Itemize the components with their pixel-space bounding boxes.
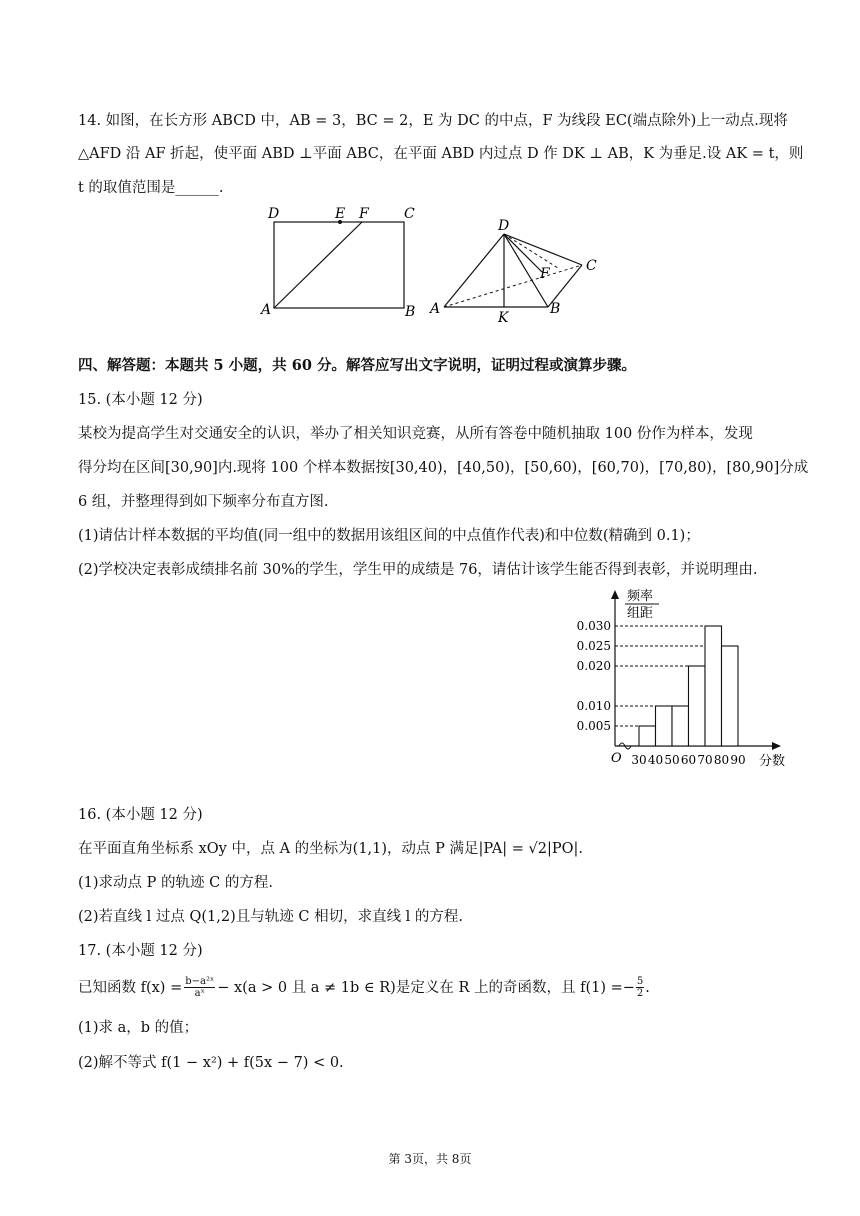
label-b2: B [550, 301, 561, 317]
page-footer: 第 3页，共 8页 [388, 1152, 472, 1166]
q15-line-2: 得分均在区间[30,90]内.现将 100 个样本数据按[30,40)，[40,50)，[50,60)，[60,70)，[70,80)，[80,90]分成 [78, 460, 809, 476]
q16-line-1: 在平面直角坐标系 xOy 中，点 A 的坐标为(1,1)，动点 P 满足|PA| = √2|PO|. [78, 841, 584, 857]
segment-af [274, 222, 362, 308]
label-e: E [335, 206, 346, 222]
ytick-label-0: 0.030 [576, 619, 611, 633]
ytick-label-4: 0.005 [576, 719, 611, 733]
segment-ac-dashed [444, 265, 582, 307]
segment-dc [504, 234, 582, 265]
segment-dashed-inner [504, 234, 558, 268]
histogram-bar-3 [689, 666, 706, 746]
label-d2: D [498, 218, 510, 234]
q16-part-1: (1)求动点 P 的轨迹 C 的方程. [78, 875, 273, 891]
segment-ad [444, 234, 504, 307]
ytick-label-3: 0.010 [576, 699, 611, 713]
histogram-bar-1 [656, 706, 673, 746]
q17-part-2: (2)解不等式 f(1 − x²) + f(5x − 7) < 0. [78, 1055, 344, 1071]
q17-fraction-2-numerator: 5 [636, 976, 644, 987]
q15-line-1: 某校为提高学生对交通安全的认识，举办了相关知识竞赛，从所有答卷中随机抽取 100 份作为样本，发现 [78, 426, 753, 442]
histogram-bar-4 [705, 626, 722, 746]
frequency-histogram [575, 588, 805, 778]
q15-part-2: (2)学校决定表彰成绩排名前 30%的学生，学生甲的成绩是 76，请估计该学生能否得到表彰，并说明理由. [78, 562, 758, 578]
label-c2: C [586, 258, 597, 274]
q16-header: 16. (本小题 12 分) [78, 807, 203, 823]
xlabel: 分数 [759, 754, 786, 769]
q14-line-2: △AFD 沿 AF 折起，使平面 ABD ⊥平面 ABC，在平面 ABD 内过点 D 作 DK ⊥ AB，K 为垂足.设 AK = t，则 [78, 146, 804, 162]
figure-rectangle [258, 202, 428, 327]
q14-line-1: 14. 如图，在长方形 ABCD 中，AB = 3，BC = 2，E 为 DC 的中点，F 为线段 EC(端点除外)上一动点.现将 [78, 113, 788, 129]
y-axis-arrow [611, 590, 619, 599]
q15-header: 15. (本小题 12 分) [78, 392, 203, 408]
q17-header: 17. (本小题 12 分) [78, 943, 203, 959]
xtick-label-0: 30 [631, 753, 647, 767]
xtick-label-1: 40 [647, 753, 664, 767]
q17-part-1: (1)求 a，b 的值； [78, 1020, 199, 1036]
label-d: D [268, 206, 280, 222]
q17-fraction [184, 976, 215, 999]
xtick-label-2: 50 [664, 753, 680, 767]
label-f2: F [540, 266, 550, 282]
q17-line-1 [78, 976, 650, 999]
xtick-label-5: 80 [713, 753, 730, 767]
x-axis-arrow [772, 742, 781, 750]
label-c: C [404, 206, 415, 222]
ylabel-bottom: 组距 [627, 606, 654, 621]
q15-line-3: 6 组，并整理得到如下频率分布直方图. [78, 494, 329, 510]
ytick-label-2: 0.020 [576, 659, 611, 673]
histogram-bar-0 [639, 726, 656, 746]
label-a: A [261, 302, 272, 318]
q17-fraction-2-denominator: 2 [636, 988, 644, 999]
q14-line-3: t 的取值范围是______. [78, 180, 224, 196]
xtick-label-3: 60 [680, 753, 697, 767]
label-f: F [359, 206, 369, 222]
q15-part-1: (1)请估计样本数据的平均值(同一组中的数据用该组区间的中点值作代表)和中位数(精确到 0.1)； [78, 528, 700, 544]
ylabel-top: 频率 [627, 589, 654, 604]
histogram-bar-2 [672, 706, 689, 746]
ytick-label-1: 0.025 [576, 639, 611, 653]
label-a2: A [430, 301, 441, 317]
histogram-bar-5 [722, 646, 739, 746]
label-k2: K [498, 310, 509, 326]
xtick-label-4: 70 [697, 753, 713, 767]
q17-line-1-end: . [645, 979, 650, 996]
xtick-label-6: 90 [730, 753, 746, 767]
rectangle-abcd [274, 222, 404, 308]
q17-line-1-post: − x(a > 0 且 a ≠ 1b ∈ R)是定义在 R 上的奇函数，且 f(1) =− [217, 979, 635, 996]
q17-fraction-2 [636, 976, 644, 999]
q17-fraction-denominator: aˣ [194, 988, 205, 999]
figure-folded [428, 218, 608, 326]
origin-label: O [611, 751, 622, 766]
label-b: B [405, 304, 416, 320]
q17-fraction-numerator: b−a²ˣ [185, 976, 215, 987]
q17-line-1-pre: 已知函数 f(x) = [78, 979, 183, 996]
q16-part-2: (2)若直线 l 过点 Q(1,2)且与轨迹 C 相切，求直线 l 的方程. [78, 909, 464, 925]
section-4-title: 四、解答题：本题共 5 小题，共 60 分。解答应写出文字说明，证明过程或演算步骤。 [78, 357, 636, 374]
